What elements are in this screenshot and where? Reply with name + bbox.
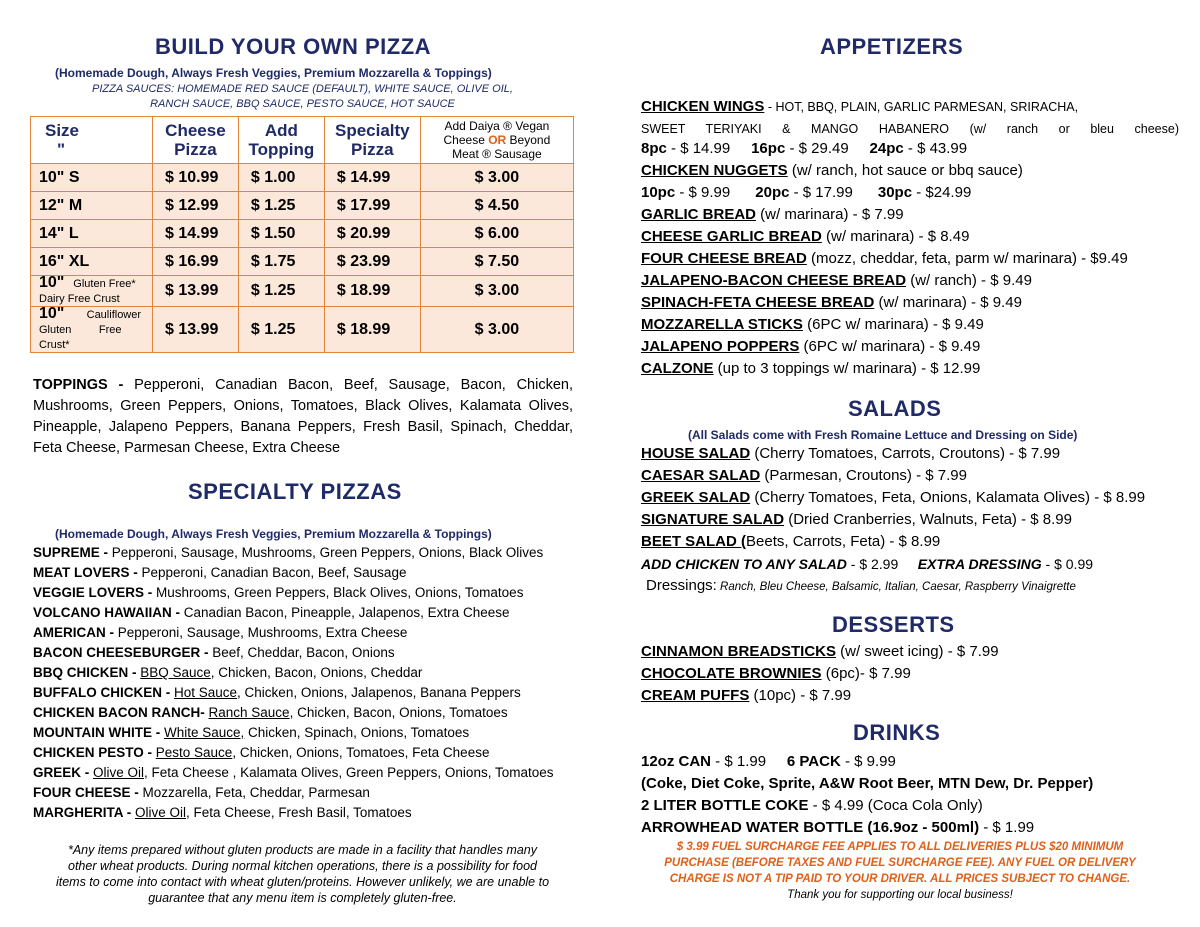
row-specialty-price: $ 17.99 <box>324 192 420 220</box>
byo-title: BUILD YOUR OWN PIZZA <box>155 34 432 59</box>
row-size: 16" XL <box>31 248 153 276</box>
byo-subtitle: (Homemade Dough, Always Fresh Veggies, Premium Mozzarella & Toppings) <box>55 66 492 80</box>
appetizer-desc: (w/ ranch) - <box>906 272 991 289</box>
appetizer-price: $ 12.99 <box>930 360 981 377</box>
specialty-sauce: Ranch Sauce <box>208 705 290 720</box>
appetizer-item <box>641 270 1032 292</box>
row-specialty-price: $ 23.99 <box>324 248 420 276</box>
row-size: 14" L <box>31 220 153 248</box>
dessert-desc: (10pc) - <box>749 687 810 704</box>
specialty-name: MOUNTAIN WHITE - <box>33 725 164 740</box>
appetizer-price: $ 9.49 <box>942 316 984 333</box>
wings-prices: 8pc - $ 14.99 16pc - $ 29.49 24pc - $ 43.99 <box>641 140 968 157</box>
row-topping-price: $ 1.75 <box>238 248 324 276</box>
row-specialty-price: $ 18.99 <box>324 276 420 307</box>
row-size: 12" M <box>31 192 153 220</box>
dessert-item <box>641 685 851 707</box>
specialty-item <box>33 543 543 563</box>
specialty-desc: Mushrooms, Green Peppers, Black Olives, Onions, Tomatoes <box>156 585 524 600</box>
row-daiya-price: $ 3.00 <box>420 276 573 307</box>
specialty-name: VEGGIE LOVERS - <box>33 585 157 600</box>
appetizer-price: $ 8.49 <box>927 228 970 245</box>
salad-price: $ 7.99 <box>925 467 967 484</box>
row-cheese-price: $ 14.99 <box>152 220 238 248</box>
dessert-desc: (6pc)- <box>821 665 870 682</box>
appetizer-desc: (mozz, cheddar, feta, parm w/ marinara) - <box>806 250 1091 267</box>
row-topping-price: $ 1.25 <box>238 276 324 307</box>
appetizer-name: JALAPENO POPPERS <box>641 338 800 355</box>
header-specialty: Specialty Pizza <box>324 117 420 164</box>
dessert-name: CHOCOLATE BROWNIES <box>641 665 822 682</box>
row-specialty-price: $ 14.99 <box>324 164 420 192</box>
appetizer-name: FOUR CHEESE BREAD <box>641 250 807 267</box>
dessert-name: CREAM PUFFS <box>641 687 750 704</box>
delivery-notice: $ 3.99 FUEL SURCHARGE FEE APPLIES TO ALL DELIVERIES PLUS $20 MINIMUM PURCHASE (BEFORE TAXES AND FUEL SURCHARGE FEE). ANY FUEL OR DELIVERY CHARGE IS NOT A TIP PAID TO YOUR DRIVER. ALL PRICES SUBJECT TO CHANGE. Thank you for supporting our local business! <box>600 839 1200 903</box>
row-size: 10" S <box>31 164 153 192</box>
specialty-sauce: Pesto Sauce <box>155 745 233 760</box>
salad-name: BEET SALAD ( <box>641 533 746 550</box>
specialty-name: CHICKEN BACON RANCH- <box>33 705 209 720</box>
dessert-price: $ 7.99 <box>956 643 999 660</box>
wings-line-1: CHICKEN WINGS - HOT, BBQ, PLAIN, GARLIC PARMESAN, SRIRACHA, <box>641 98 1079 115</box>
specialty-name: FOUR CHEESE - <box>33 785 143 800</box>
row-topping-price: $ 1.25 <box>238 307 324 353</box>
table-row-cauliflower <box>31 307 574 353</box>
specialty-item <box>33 603 509 623</box>
specialty-name: MEAT LOVERS - <box>33 565 142 580</box>
salad-name: SIGNATURE SALAD <box>641 511 785 528</box>
specialty-name: VOLCANO HAWAIIAN - <box>33 605 184 620</box>
nuggets-line: CHICKEN NUGGETS (w/ ranch, hot sauce or bbq sauce) <box>641 162 1023 179</box>
row-topping-price: $ 1.25 <box>238 192 324 220</box>
salad-desc: (Cherry Tomatoes, Carrots, Croutons) - <box>750 445 1019 462</box>
specialty-item <box>33 683 521 703</box>
appetizer-name: GARLIC BREAD <box>641 206 756 223</box>
specialty-name: CHICKEN PESTO - <box>33 745 156 760</box>
row-daiya-price: $ 3.00 <box>420 164 573 192</box>
wings-line-2: SWEET TERIYAKI & MANGO HABANERO (w/ ranch or bleu cheese) <box>641 122 1179 136</box>
dessert-desc: (w/ sweet icing) - <box>836 643 957 660</box>
specialty-name: SUPREME - <box>33 545 112 560</box>
row-topping-price: $ 1.50 <box>238 220 324 248</box>
salad-desc: (Parmesan, Croutons) - <box>760 467 926 484</box>
appetizer-price: $9.49 <box>1090 250 1128 267</box>
specialty-desc: Pepperoni, Sausage, Mushrooms, Green Peppers, Onions, Black Olives <box>111 545 544 560</box>
appetizer-name: CALZONE <box>641 360 714 377</box>
appetizer-item <box>641 292 1022 314</box>
specialty-desc: , Chicken, Bacon, Onions, Cheddar <box>210 665 423 680</box>
dessert-item <box>641 641 999 663</box>
specialty-item <box>33 663 422 683</box>
appetizer-item <box>641 248 1128 270</box>
specialty-item <box>33 703 508 723</box>
row-daiya-price: $ 3.00 <box>420 307 573 353</box>
appetizer-item <box>641 226 969 248</box>
salad-price: $ 8.99 <box>1103 489 1146 506</box>
row-cheese-price: $ 16.99 <box>152 248 238 276</box>
salads-subtitle: (All Salads come with Fresh Romaine Lettuce and Dressing on Side) <box>688 428 1078 442</box>
specialty-sauce: BBQ Sauce <box>140 665 211 680</box>
header-daiya: Add Daiya ® Vegan Cheese OR Beyond Meat ® Sausage <box>420 117 573 164</box>
appetizer-name: JALAPENO-BACON CHEESE BREAD <box>641 272 907 289</box>
specialty-item <box>33 783 370 803</box>
specialty-sauce: Olive Oil <box>93 765 145 780</box>
salad-item <box>641 465 967 487</box>
specialty-item <box>33 723 469 743</box>
specialty-desc: , Feta Cheese, Fresh Basil, Tomatoes <box>186 805 412 820</box>
dessert-name: CINNAMON BREADSTICKS <box>641 643 836 660</box>
specialty-name: AMERICAN - <box>33 625 118 640</box>
toppings-list: TOPPINGS - Pepperoni, Canadian Bacon, Beef, Sausage, Bacon, Chicken, Mushrooms, Green Peppers, Onions, Tomatoes, Black Olives, Kalamata Olives, Pineapple, Jalapeno Peppers, Banana Peppers, Fresh Basil, Spinach, Cheddar, Feta Cheese, Parmesan Cheese, Extra Cheese <box>33 377 574 456</box>
specialty-desc: Canadian Bacon, Pineapple, Jalapenos, Extra Cheese <box>183 605 510 620</box>
salad-addons: ADD CHICKEN TO ANY SALAD - $ 2.99 EXTRA DRESSING - $ 0.99 <box>641 556 1094 572</box>
desserts-title: DESSERTS <box>832 612 955 637</box>
row-cheese-price: $ 10.99 <box>152 164 238 192</box>
salad-item <box>641 443 1060 465</box>
appetizer-desc: (up to 3 toppings w/ marinara) - <box>713 360 931 377</box>
table-row <box>31 192 574 220</box>
specialty-desc: Mozzarella, Feta, Cheddar, Parmesan <box>142 785 370 800</box>
appetizers-title: APPETIZERS <box>820 34 964 59</box>
specialty-desc: , Chicken, Onions, Tomatoes, Feta Cheese <box>232 745 490 760</box>
row-cheese-price: $ 12.99 <box>152 192 238 220</box>
specialty-desc: , Feta Cheese , Kalamata Olives, Green Peppers, Onions, Tomatoes <box>144 765 554 780</box>
salad-item <box>641 487 1145 509</box>
specialty-item <box>33 583 523 603</box>
specialty-item <box>33 563 406 583</box>
appetizer-desc: (w/ marinara) - <box>874 294 981 311</box>
row-topping-price: $ 1.00 <box>238 164 324 192</box>
salad-name: HOUSE SALAD <box>641 445 751 462</box>
appetizer-desc: (6PC w/ marinara) - <box>799 338 939 355</box>
drinks-title: DRINKS <box>853 720 941 745</box>
drinks-flavors: (Coke, Diet Coke, Sprite, A&W Root Beer, MTN Dew, Dr. Pepper) <box>641 775 1094 792</box>
salad-desc: Beets, Carrots, Feta) - <box>746 533 899 550</box>
salad-price: $ 8.99 <box>1030 511 1072 528</box>
dessert-price: $ 7.99 <box>809 687 852 704</box>
salad-price: $ 8.99 <box>898 533 941 550</box>
salad-item <box>641 531 940 553</box>
specialty-desc: Pepperoni, Sausage, Mushrooms, Extra Cheese <box>117 625 408 640</box>
sauces-line-2: RANCH SAUCE, BBQ SAUCE, PESTO SAUCE, HOT SAUCE <box>150 98 455 110</box>
sauces-line-1: PIZZA SAUCES: HOMEMADE RED SAUCE (DEFAULT), WHITE SAUCE, OLIVE OIL, <box>92 83 513 95</box>
salad-name: CAESAR SALAD <box>641 467 761 484</box>
salads-title: SALADS <box>848 396 942 421</box>
row-daiya-price: $ 7.50 <box>420 248 573 276</box>
table-header-row <box>31 117 574 164</box>
drinks-liter-line: 2 LITER BOTTLE COKE - $ 4.99 (Coca Cola Only) <box>641 797 983 814</box>
appetizer-item <box>641 336 980 358</box>
appetizer-name: MOZZARELLA STICKS <box>641 316 803 333</box>
salad-desc: (Cherry Tomatoes, Feta, Onions, Kalamata Olives) - <box>750 489 1104 506</box>
specialty-name: BACON CHEESEBURGER - <box>33 645 213 660</box>
table-row <box>31 248 574 276</box>
specialty-desc: Beef, Cheddar, Bacon, Onions <box>212 645 395 660</box>
specialty-desc: , Chicken, Onions, Jalapenos, Banana Peppers <box>237 685 521 700</box>
specialty-item <box>33 643 395 663</box>
appetizer-price: $ 9.49 <box>990 272 1032 289</box>
header-topping: Add Topping <box>238 117 324 164</box>
appetizer-item <box>641 314 984 336</box>
specialty-item <box>33 803 412 823</box>
specialty-desc: , Chicken, Bacon, Onions, Tomatoes <box>289 705 508 720</box>
specialty-subtitle: (Homemade Dough, Always Fresh Veggies, Premium Mozzarella & Toppings) <box>55 527 492 541</box>
specialty-sauce: White Sauce, <box>163 725 245 740</box>
specialty-title: SPECIALTY PIZZAS <box>188 479 402 504</box>
specialty-name: BBQ CHICKEN - <box>33 665 141 680</box>
header-size: Size " <box>31 117 153 164</box>
specialty-name: GREEK - <box>33 765 94 780</box>
header-cheese: Cheese Pizza <box>152 117 238 164</box>
appetizer-price: $ 9.49 <box>980 294 1022 311</box>
row-specialty-price: $ 18.99 <box>324 307 420 353</box>
appetizer-name: SPINACH-FETA CHEESE BREAD <box>641 294 875 311</box>
specialty-item <box>33 623 407 643</box>
salad-price: $ 7.99 <box>1018 445 1061 462</box>
thanks-line: Thank you for supporting our local business! <box>787 889 1013 901</box>
salad-name: GREEK SALAD <box>641 489 751 506</box>
row-cheese-price: $ 13.99 <box>152 307 238 353</box>
row-size: 10" Gluten Free* Dairy Free Crust <box>31 276 153 307</box>
appetizer-item <box>641 204 904 226</box>
table-row <box>31 220 574 248</box>
specialty-sauce: Hot Sauce <box>174 685 238 700</box>
appetizer-name: CHEESE GARLIC BREAD <box>641 228 822 245</box>
row-size: 10" Cauliflower Gluten Free Crust* <box>31 307 153 353</box>
dessert-price: $ 7.99 <box>869 665 911 682</box>
nuggets-prices: 10pc - $ 9.99 20pc - $ 17.99 30pc - $24.99 <box>641 184 972 201</box>
salad-desc: (Dried Cranberries, Walnuts, Feta) - <box>784 511 1031 528</box>
dessert-item <box>641 663 911 685</box>
specialty-desc: Chicken, Spinach, Onions, Tomatoes <box>244 725 470 740</box>
drinks-water-line: ARROWHEAD WATER BOTTLE (16.9oz - 500ml) - $ 1.99 <box>641 819 1035 836</box>
specialty-desc: Pepperoni, Canadian Bacon, Beef, Sausage <box>141 565 407 580</box>
dressings-line: Dressings: Ranch, Bleu Cheese, Balsamic, Italian, Caesar, Raspberry Vinaigrette <box>646 577 1076 594</box>
row-daiya-price: $ 4.50 <box>420 192 573 220</box>
specialty-item <box>33 763 554 783</box>
row-cheese-price: $ 13.99 <box>152 276 238 307</box>
pizza-price-table <box>30 116 574 353</box>
specialty-name: BUFFALO CHICKEN - <box>33 685 174 700</box>
row-daiya-price: $ 6.00 <box>420 220 573 248</box>
drinks-can-line: 12oz CAN - $ 1.99 6 PACK - $ 9.99 <box>641 753 896 770</box>
specialty-sauce: Olive Oil <box>135 805 187 820</box>
salad-item <box>641 509 1072 531</box>
specialty-item <box>33 743 489 763</box>
table-row-gluten-free <box>31 276 574 307</box>
appetizer-item <box>641 358 980 380</box>
appetizer-desc: (6PC w/ marinara) - <box>802 316 943 333</box>
table-row <box>31 164 574 192</box>
appetizer-desc: (w/ marinara) - <box>821 228 928 245</box>
row-specialty-price: $ 20.99 <box>324 220 420 248</box>
gluten-note: *Any items prepared without gluten products are made in a facility that handles many other wheat products. During normal kitchen operations, there is a possibility for food items to come into contact with wheat gluten/proteins. However unlikely, we are unable to guarantee that any menu item is completely gluten-free. <box>55 843 550 905</box>
appetizer-price: $ 9.49 <box>938 338 981 355</box>
appetizer-price: $ 7.99 <box>861 206 904 223</box>
specialty-name: MARGHERITA - <box>33 805 135 820</box>
appetizer-desc: (w/ marinara) - <box>756 206 862 223</box>
